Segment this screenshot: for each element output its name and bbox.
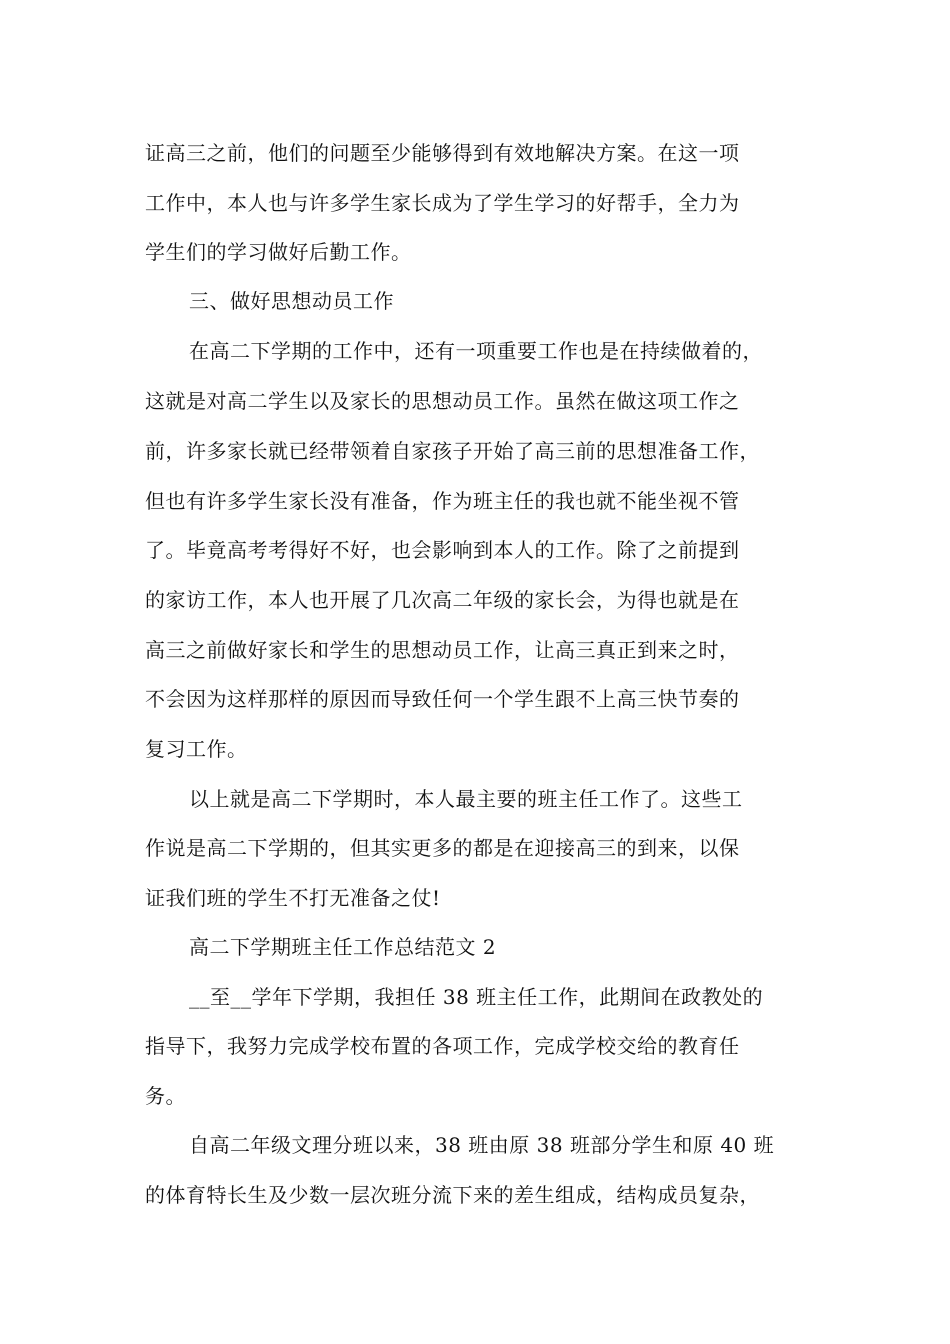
- text-line: 的体育特长生及少数一层次班分流下来的差生组成，结构成员复杂，: [145, 1183, 760, 1207]
- text-line: 不会因为这样那样的原因而导致任何一个学生跟不上高三快节奏的: [145, 687, 740, 711]
- text-line: 指导下，我努力完成学校布置的各项工作，完成学校交给的教育任: [145, 1034, 740, 1058]
- text-line: 的家访工作，本人也开展了几次高二年级的家长会，为得也就是在: [145, 588, 740, 612]
- text-line: 了。毕竟高考考得好不好，也会影响到本人的工作。除了之前提到: [145, 538, 740, 562]
- text-line: 学生们的学习做好后勤工作。: [145, 240, 412, 264]
- text-line: __至__学年下学期，我担任 38 班主任工作，此期间在政教处的: [189, 985, 764, 1009]
- text-line: 高二下学期班主任工作总结范文 2: [189, 935, 497, 959]
- text-line: 但也有许多学生家长没有准备，作为班主任的我也就不能坐视不管: [145, 489, 740, 513]
- text-line: 务。: [145, 1084, 186, 1108]
- text-line: 在高二下学期的工作中，还有一项重要工作也是在持续做着的，: [189, 339, 763, 363]
- text-line: 复习工作。: [145, 737, 248, 761]
- text-line: 前，许多家长就已经带领着自家孩子开始了高三前的思想准备工作，: [145, 439, 760, 463]
- text-line: 作说是高二下学期的，但其实更多的都是在迎接高三的到来，以保: [145, 836, 740, 860]
- text-line: 证高三之前，他们的问题至少能够得到有效地解决方案。在这一项: [145, 141, 740, 165]
- text-line: 证我们班的学生不打无准备之仗!: [145, 886, 441, 910]
- text-line: 以上就是高二下学期时，本人最主要的班主任工作了。这些工: [189, 787, 743, 811]
- text-line: 这就是对高二学生以及家长的思想动员工作。虽然在做这项工作之: [145, 389, 740, 413]
- text-line: 三、做好思想动员工作: [189, 289, 394, 313]
- text-line: 高三之前做好家长和学生的思想动员工作，让高三真正到来之时，: [145, 638, 740, 662]
- text-line: 自高二年级文理分班以来，38 班由原 38 班部分学生和原 40 班: [189, 1133, 775, 1157]
- text-line: 工作中，本人也与许多学生家长成为了学生学习的好帮手，全力为: [145, 191, 740, 215]
